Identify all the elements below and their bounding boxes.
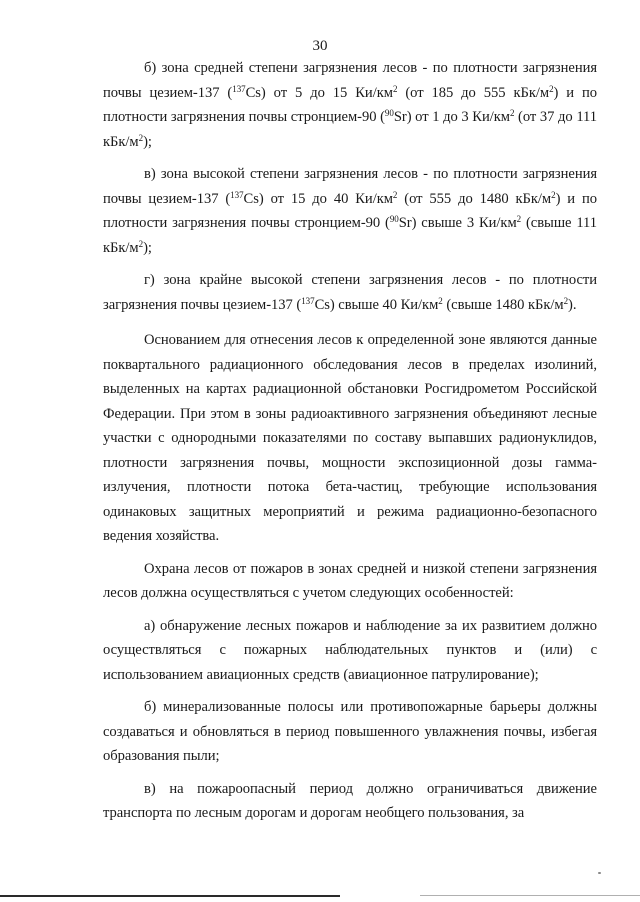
paragraph-item-a: а) обнаружение лесных пожаров и наблюдение за их развитием должно осуществляться с пожарных наблюдательных пунктов и (или) с использованием авиационных средств (авиационное патрулирование); (103, 617, 597, 683)
scan-speck (598, 872, 601, 874)
paragraph-zone-extreme: г) зона крайне высокой степени загрязнения лесов - по плотности загрязнения почвы цезием-137 ($^{137}$Cs) свыше 40 $Ки/км^2$ (свыше 1480 кБк/$м^2$). (103, 272, 597, 313)
paragraph-zone-high: в) зона высокой степени загрязнения лесов - по плотности загрязнения почвы цезием-137 ($^{137}$Cs) от 15 до 40 $Ки/км^2$ (от 555 до 1480 кБк/$м^2$) и по плотности загрязнения почвы стронцием-90 ($^{90}$Sr) свыше 3 $Ки/км^2$ (свыше 111 кБк/$м^2$); (103, 166, 597, 256)
paragraph-zone-medium: б) зона средней степени загрязнения лесов - по плотности загрязнения почвы цезием-137 ($^{137}$Cs) от 5 до 15 $Ки/км^2$ (от 185 до 555 кБк/$м^2$) и по плотности загрязнения почвы стронцием-90 ($^{90}$Sr) от 1 до 3 $Ки/км^2$ (от 37 до 111 кБк/$м^2$); (103, 60, 598, 150)
paragraph-zone-basis: Основанием для отнесения лесов к определенной зоне являются данные поквартального радиационного обследования лесов в пределах изолиний, выделенных на картах радиационной обстановки Росгидрометом Российской Федерации. При этом в зоны радиоактивного загрязнения объединяют лесные участки с однородными показателями по составу выпавших радионуклидов, плотности загрязнения почвы, мощности экспозиционной дозы гамма-излучения, плотности потока бета-частиц, требующие использования одинаковых защитных мероприятий и режима радиационно-безопасного ведения хозяйства. (103, 332, 597, 544)
document-body (103, 56, 597, 826)
scan-edge-line (0, 895, 340, 897)
page-number: 30 (312, 38, 328, 54)
scan-edge-line-faint (420, 895, 640, 896)
paragraph-fire-protection-intro: Охрана лесов от пожаров в зонах средней и низкой степени загрязнения лесов должна осуществляться с учетом следующих особенностей: (103, 560, 597, 601)
paragraph-item-b: б) минерализованные полосы или противопожарные барьеры должны создаваться и обновляться в период повышенного увлажнения почвы, избегая образования пыли; (103, 699, 597, 764)
paragraph-item-c: в) на пожароопасный период должно ограничиваться движение транспорта по лесным дорогам и дорогам необщего пользования, за (103, 780, 597, 821)
